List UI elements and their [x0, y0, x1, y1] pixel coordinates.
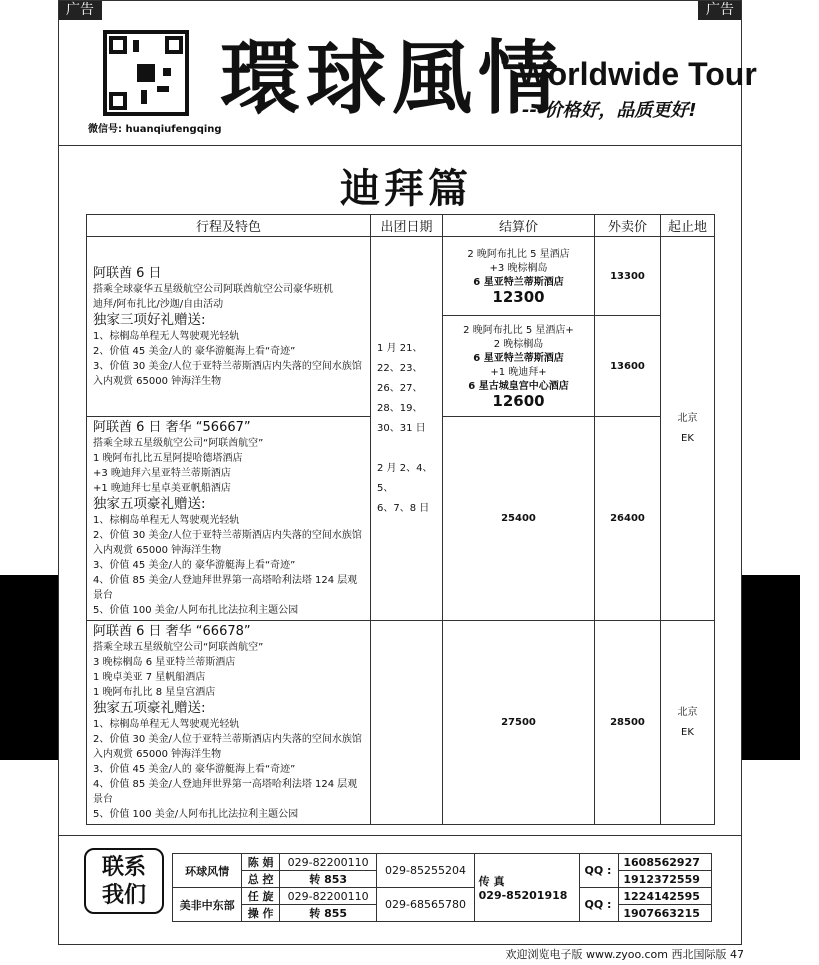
gift-title: 独家五项豪礼赠送:: [93, 700, 206, 716]
date-line: 2 月 2、4、5、: [377, 462, 433, 494]
settle-cell: [443, 316, 595, 417]
contact-tel: 029-82200110: [279, 888, 376, 905]
page-footer: 欢迎浏览电子版 www.zyoo.com 西北国际版 47: [505, 948, 744, 961]
qq-number: 1608562927: [619, 854, 712, 871]
col-header: 出团日期: [371, 215, 443, 237]
city-cell: [661, 237, 715, 621]
fax-number: 029-85201918: [478, 889, 568, 902]
tour-table: [86, 214, 715, 825]
itinerary-line: 1 晚阿布扎比五星阿提哈德塔酒店: [93, 453, 243, 464]
retail-price: 13600: [595, 316, 661, 417]
footer-divider: [58, 835, 742, 836]
settle-line: 6 星古城皇宫中心酒店: [468, 381, 569, 392]
table-row: [87, 237, 715, 316]
contact-role: 操 作: [242, 905, 280, 922]
city-line: 北京: [677, 706, 698, 718]
contact-us-line: 联系: [101, 855, 146, 880]
settle-price: 12600: [492, 392, 545, 410]
ad-tag-right: 广告: [698, 0, 742, 20]
settle-price: 25400: [443, 417, 595, 621]
contact-us-badge: [84, 848, 164, 914]
gift-item: 5、价值 100 美金/人阿布扎比法拉利主题公园: [93, 809, 299, 820]
gift-item: 2、价值 30 美金/人位于亚特兰蒂斯酒店内失落的空间水族馆入内观赏 65000 钟海洋生物: [93, 734, 362, 760]
settle-line: +1 晚迪拜+: [490, 367, 547, 378]
contact-tel: 029-82200110: [279, 854, 376, 871]
settle-line: +3 晚棕榈岛: [489, 263, 548, 274]
settle-line: 2 晚阿布扎比 5 星酒店: [467, 249, 570, 260]
date-line: 6、7、8 日: [377, 502, 430, 514]
itinerary-line: 搭乘全球五星级航空公司“阿联酋航空”: [93, 438, 264, 449]
contact-us-line: 我们: [101, 883, 146, 908]
gift-item: 1、棕榈岛单程无人驾驶观光轻轨: [93, 330, 240, 342]
gift-item: 2、价值 30 美金/人位于亚特兰蒂斯酒店内失落的空间水族馆入内观赏 65000 钟海洋生物: [93, 530, 362, 556]
contact-tel2: 029-68565780: [377, 888, 474, 922]
settle-price: 12300: [492, 288, 545, 306]
gift-item: 1、棕榈岛单程无人驾驶观光轻轨: [93, 515, 240, 526]
settle-price: 27500: [443, 621, 595, 825]
city-line: EK: [681, 432, 694, 444]
gift-title: 独家三项好礼赠送:: [93, 311, 206, 328]
slogan: ---价格好，品质更好!: [522, 100, 697, 121]
city-cell: [661, 621, 715, 825]
settle-cell: [443, 237, 595, 316]
retail-price: 26400: [595, 417, 661, 621]
settle-line: 6 星亚特兰蒂斯酒店: [473, 277, 564, 288]
itinerary-title: 阿联酋 6 日 奢华 “56667”: [93, 420, 251, 435]
side-banner-text: 环球风情: [800, 630, 819, 694]
dates-cell: [371, 237, 443, 621]
side-banner-text: 环球风情: [58, 630, 77, 694]
itinerary-line: +3 晚迪拜六星亚特兰蒂斯酒店: [93, 468, 231, 479]
department: 美非中东部: [173, 888, 242, 922]
company-name: 环球风情: [173, 854, 242, 888]
qq-number: 1224142595: [619, 888, 712, 905]
retail-price: 13300: [595, 237, 661, 316]
brand-logo: 環球風情: [220, 31, 564, 125]
col-header: 结算价: [443, 215, 595, 237]
contact-ext: 转 855: [279, 905, 376, 922]
contact-table: [172, 853, 712, 922]
gift-item: 5、价值 100 美金/人阿布扎比法拉利主题公园: [93, 605, 299, 616]
itinerary-cell: [87, 621, 371, 825]
qq-number: 1907663215: [619, 905, 712, 922]
itinerary-title: 阿联酋 6 日 奢华 “66678”: [93, 624, 251, 639]
gift-item: 3、价值 45 美金/人的 豪华游艇海上看“奇迹”: [93, 764, 296, 775]
contact-name: 任 旋: [242, 888, 280, 905]
contact-role: 总 控: [242, 871, 280, 888]
wechat-id: 微信号: huanqiufengqing: [88, 124, 222, 135]
date-line: 30、31 日: [377, 422, 426, 434]
qr-code-icon: [103, 30, 189, 116]
fax-label: [474, 854, 580, 922]
header-divider: [58, 145, 742, 146]
page-title: 迪拜篇: [340, 165, 472, 212]
itinerary-cell: [87, 237, 371, 417]
retail-price: 28500: [595, 621, 661, 825]
qq-label: QQ :: [580, 854, 619, 888]
col-header: 起止地: [661, 215, 715, 237]
city-line: 北京: [677, 412, 698, 424]
gift-item: 1、棕榈岛单程无人驾驶观光轻轨: [93, 719, 240, 730]
gift-title: 独家五项豪礼赠送:: [93, 496, 206, 512]
gift-item: 3、价值 45 美金/人的 豪华游艇海上看“奇迹”: [93, 560, 296, 571]
settle-line: 2 晚阿布扎比 5 星酒店+: [463, 325, 574, 336]
city-line: EK: [681, 726, 694, 738]
table-header-row: [87, 215, 715, 237]
itinerary-line: 3 晚棕榈岛 6 星亚特兰蒂斯酒店: [93, 657, 236, 668]
col-header: 外卖价: [595, 215, 661, 237]
ad-tag-left: 广告: [58, 0, 102, 20]
contact-tel2: 029-85255204: [377, 854, 474, 888]
itinerary-line: 1 晚阿布扎比 8 星皇宫酒店: [93, 687, 216, 698]
gift-item: 2、价值 45 美金/人的 豪华游艇海上看“奇迹”: [93, 345, 296, 357]
table-row: [87, 621, 715, 825]
contact-ext: 转 853: [279, 871, 376, 888]
dates-cell-empty: [371, 621, 443, 825]
brand-english: Worldwide Tour: [518, 56, 757, 92]
side-banner-left: [0, 575, 77, 760]
itinerary-line: +1 晚迪拜七星卓美亚帆船酒店: [93, 483, 231, 494]
date-line: 1 月 21、22、23、: [377, 342, 423, 374]
fax-label-text: 传 真: [478, 875, 505, 888]
itinerary-title: 阿联酋 6 日: [93, 265, 162, 281]
qq-label: QQ :: [580, 888, 619, 922]
settle-line: 2 晚棕榈岛: [493, 339, 544, 350]
gift-item: 4、价值 85 美金/人登迪拜世界第一高塔哈利法塔 124 层观景台: [93, 575, 358, 601]
gift-item: 4、价值 85 美金/人登迪拜世界第一高塔哈利法塔 124 层观景台: [93, 779, 358, 805]
itinerary-cell: [87, 417, 371, 621]
itinerary-line: 搭乘全球五星级航空公司“阿联酋航空”: [93, 642, 264, 653]
gift-item: 3、价值 30 美金/人位于亚特兰蒂斯酒店内失落的空间水族馆入内观赏 65000 钟海洋生物: [93, 360, 362, 387]
qq-number: 1912372559: [619, 871, 712, 888]
col-header: 行程及特色: [87, 215, 371, 237]
side-banner-right: [742, 575, 819, 760]
date-line: [377, 439, 442, 459]
date-line: 26、27、28、19、: [377, 382, 423, 414]
contact-name: 陈 娟: [242, 854, 280, 871]
itinerary-line: 1 晚卓美亚 7 星帆船酒店: [93, 672, 206, 683]
itinerary-line: 迪拜/阿布扎比/沙迦/自由活动: [93, 298, 224, 310]
settle-line: 6 星亚特兰蒂斯酒店: [473, 353, 564, 364]
itinerary-line: 搭乘全球豪华五星级航空公司阿联酋航空公司豪华班机: [93, 283, 333, 295]
